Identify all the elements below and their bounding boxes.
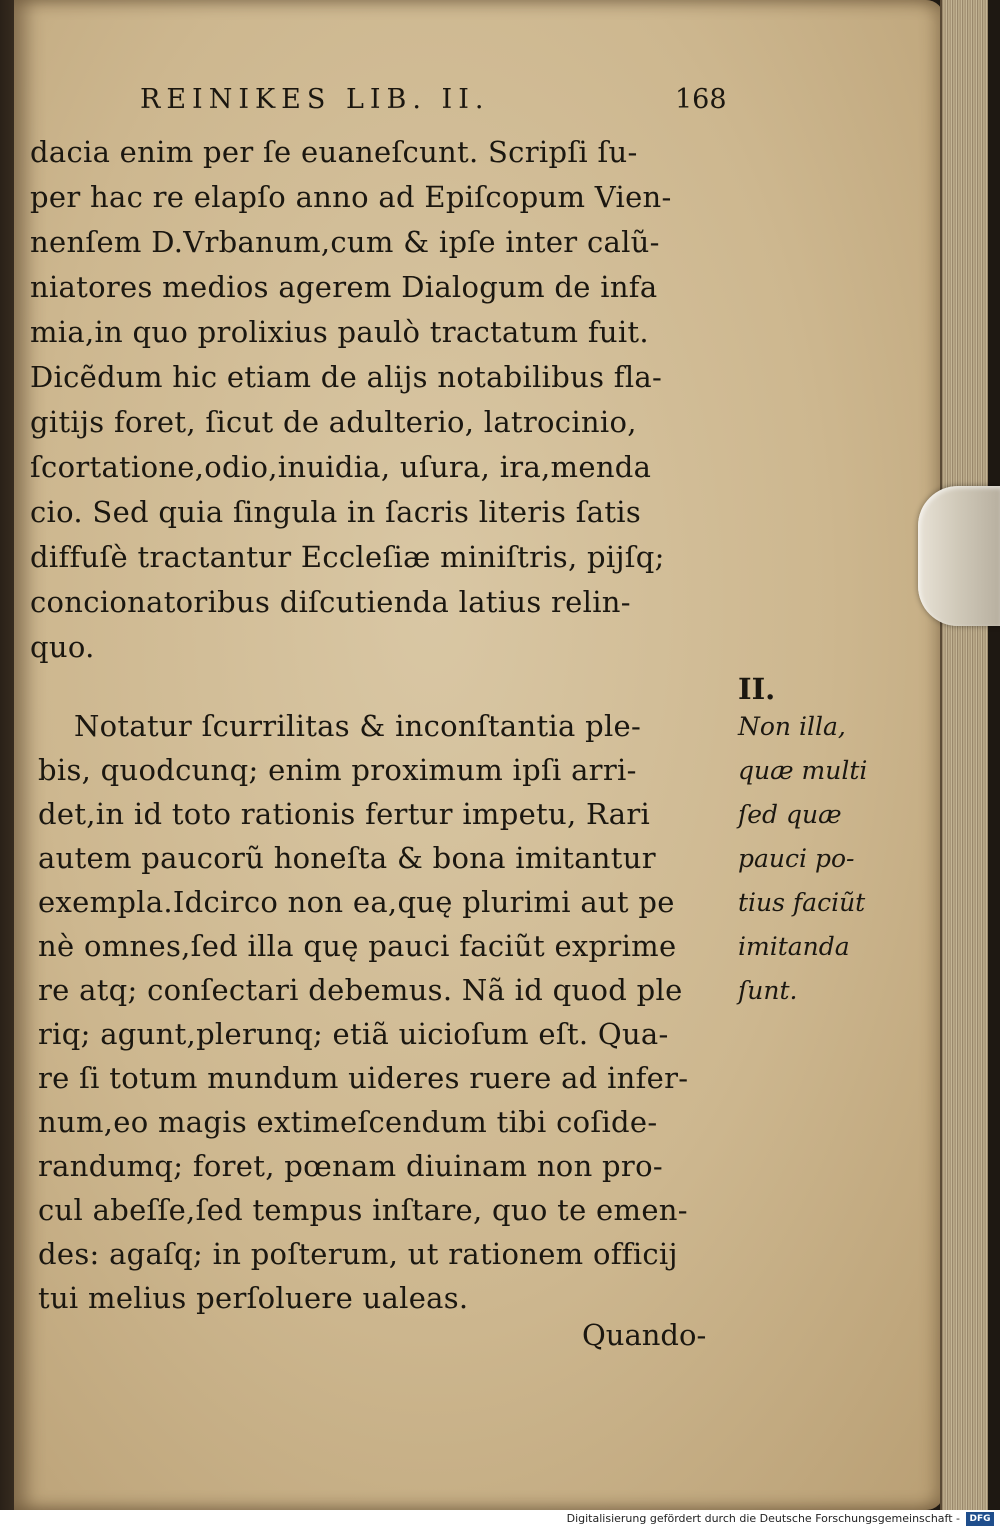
text-line: Dicẽdum hic etiam de alijs notabilibus fla- [30,360,663,394]
text-line: cio. Sed quia ſingula in ſacris literis ſatis [30,495,642,529]
text-line: num,eo magis extimeſcendum tibi coſide- [38,1105,658,1139]
text-line: re ſi totum mundum uideres ruere ad infer- [38,1061,689,1095]
margin-note-line: Non illa, [738,712,846,741]
text-line: bis, quodcunq; enim proximum ipſi arri- [38,753,637,787]
text-line: riq; agunt,plerunq; etiã uicioſum eſt. Qua- [38,1017,669,1051]
text-line: niatores medios agerem Dialogum de infa [30,270,658,304]
text-line: concionatoribus diſcutienda latius relin- [30,585,631,619]
text-line: re atq; conſectari debemus. Nã id quod ple [38,973,683,1007]
text-line: cul abeſſe,ſed tempus inſtare, quo te emen- [38,1193,688,1227]
text-line: autem paucorũ honeſta & bona imitantur [38,841,656,875]
text-line: ſcortatione,odio,inuidia, uſura, ira,menda [30,450,652,484]
text-line: tui melius perſoluere ualeas. [38,1281,469,1315]
margin-note-line: quæ multi [738,756,868,785]
margin-note-line: ſunt. [738,976,798,1005]
text-line: nè omnes,ſed illa quę pauci faciũt exprime [38,929,677,963]
margin-note-line: imitanda [738,932,850,961]
text-line: per hac re elapſo anno ad Epiſcopum Vien- [30,180,672,214]
margin-note-line: tius faciũt [738,888,866,917]
margin-note-line: ſed quæ [738,800,842,829]
text-line: gitijs foret, ſicut de adulterio, latrocinio, [30,405,637,439]
footer-credit: Digitalisierung gefördert durch die Deutsche Forschungsgemeinschaft - [566,1512,960,1525]
page-number: 168 [675,84,727,115]
text-line: diffuſè tractantur Eccleſiæ miniſtris, pijſq; [30,540,665,574]
book-clip [918,486,1000,626]
page-edges [940,0,988,1510]
running-head: REINIKES LIB. II. [140,84,490,115]
digitization-footer [0,1510,1000,1529]
text-line: quo. [30,630,95,664]
text-line: des: agaſq; in poſterum, ut rationem officij [38,1237,678,1271]
text-line: mia,in quo prolixius paulò tractatum fuit. [30,315,649,349]
margin-note-line: pauci po- [738,844,855,873]
section-number: II. [738,672,776,706]
text-line: nenſem D.Vrbanum,cum & ipſe inter calũ- [30,225,660,259]
text-line: det,in id toto rationis fertur impetu, Rari [38,797,651,831]
catchword: Quando- [582,1318,707,1352]
text-line: exempla.Idcirco non ea,quę plurimi aut pe [38,885,675,919]
dfg-logo: DFG [966,1512,994,1526]
text-line: Notatur ſcurrilitas & inconſtantia ple- [74,709,642,743]
text-line: randumq; foret, pœnam diuinam non pro- [38,1149,663,1183]
text-line: dacia enim per ſe euaneſcunt. Scripſi ſu- [30,135,638,169]
